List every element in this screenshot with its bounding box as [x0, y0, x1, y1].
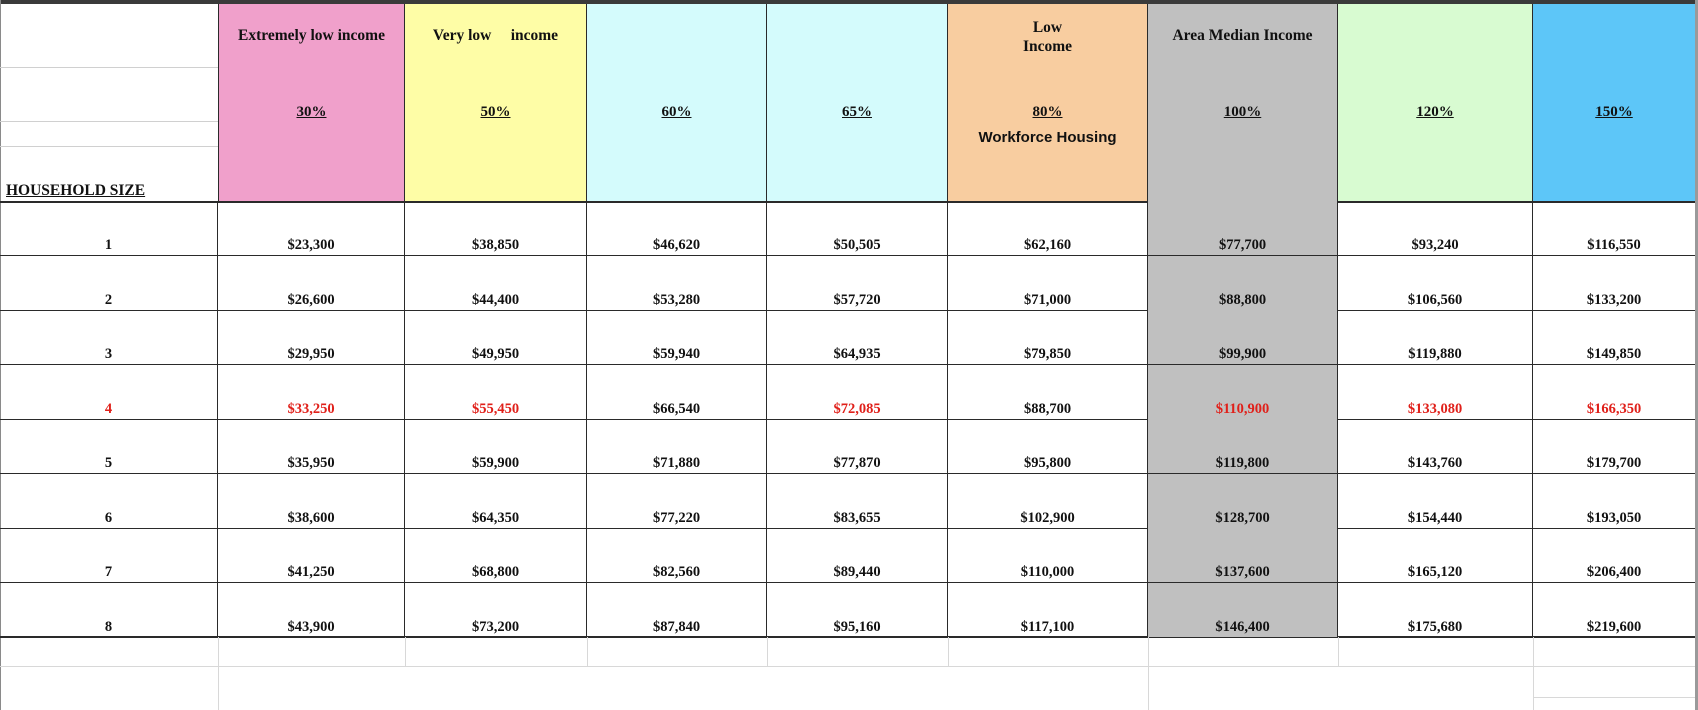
income-cell [767, 365, 948, 419]
income-cell [587, 474, 767, 528]
household-size-cell [0, 528, 218, 582]
income-cell [948, 256, 1148, 310]
grid-line [405, 637, 406, 667]
income-value: $88,700 [1023, 400, 1072, 417]
column-header-100 [1148, 4, 1338, 202]
income-value: $95,160 [833, 618, 881, 635]
income-cell [405, 419, 587, 473]
household-size-cell [0, 310, 218, 364]
income-value: $59,900 [471, 455, 520, 471]
column-name: Extremely low income [238, 27, 385, 44]
income-value: $119,880 [1408, 346, 1462, 362]
income-cell [405, 201, 587, 255]
income-value: $110,000 [1020, 564, 1075, 580]
household-size-cell [0, 365, 218, 419]
income-cell [1338, 310, 1533, 364]
income-value: $77,870 [833, 455, 881, 471]
income-cell [587, 528, 767, 582]
column-header-120 [1338, 4, 1533, 202]
income-value: $72,085 [833, 400, 881, 417]
column-percent: 60% [661, 104, 692, 120]
income-value: $154,440 [1407, 509, 1463, 526]
income-cell [1148, 256, 1338, 310]
table-row [0, 256, 1695, 311]
grid-line [0, 666, 1695, 667]
income-cell [1338, 583, 1533, 637]
income-cell [1338, 256, 1533, 310]
column-percent: 50% [480, 104, 511, 120]
income-value: $146,400 [1215, 618, 1270, 635]
income-value: $95,800 [1023, 455, 1072, 471]
income-value: $87,840 [652, 618, 701, 635]
income-cell [948, 583, 1148, 637]
income-value: $206,400 [1586, 564, 1642, 580]
column-percent: 80% [1032, 104, 1063, 120]
income-cell [405, 310, 587, 364]
income-value: $71,880 [652, 455, 701, 471]
income-cell [767, 474, 948, 528]
table-row [0, 365, 1695, 420]
column-header-65 [767, 4, 948, 202]
income-cell [587, 583, 767, 637]
income-cell [1338, 201, 1533, 255]
income-value: $38,850 [471, 237, 520, 253]
income-cell [1148, 419, 1338, 473]
income-value: $99,900 [1218, 346, 1267, 362]
income-cell [405, 474, 587, 528]
income-value: $106,560 [1407, 291, 1463, 308]
income-cell [587, 419, 767, 473]
income-value: $35,950 [287, 455, 335, 471]
income-value: $83,655 [833, 509, 881, 526]
column-percent: 30% [296, 104, 327, 120]
income-cell [405, 583, 587, 637]
income-value: $59,940 [652, 346, 701, 362]
income-value: $102,900 [1020, 509, 1075, 526]
income-value: $73,200 [471, 618, 520, 635]
income-value: $64,935 [833, 346, 881, 362]
grid-line [1533, 637, 1534, 710]
income-value: $133,080 [1407, 400, 1463, 417]
income-value: $166,350 [1586, 400, 1642, 417]
grid-line [1533, 697, 1695, 698]
income-cell [767, 419, 948, 473]
income-value: $33,250 [287, 400, 335, 417]
income-cell [1148, 474, 1338, 528]
income-value: $193,050 [1586, 509, 1642, 526]
income-cell [405, 256, 587, 310]
column-header-30 [218, 4, 405, 202]
income-value: $143,760 [1407, 455, 1463, 471]
income-value: $137,600 [1215, 564, 1270, 580]
income-cell [948, 310, 1148, 364]
income-value: $175,680 [1407, 618, 1463, 635]
grid-line [218, 637, 219, 710]
income-value: $23,300 [287, 237, 335, 253]
column-header-80 [948, 4, 1148, 202]
income-cell [587, 201, 767, 255]
income-cell [767, 528, 948, 582]
table-row [0, 474, 1695, 529]
grid-line [767, 637, 768, 667]
income-cell [1148, 310, 1338, 364]
income-value: $44,400 [471, 291, 520, 308]
column-subtitle: Workforce Housing [978, 129, 1117, 146]
income-value: $179,700 [1586, 455, 1642, 471]
income-cell [767, 583, 948, 637]
household-size-cell [0, 256, 218, 310]
grid-line [587, 637, 588, 667]
column-percent: 100% [1223, 104, 1262, 120]
income-cell [218, 474, 405, 528]
income-value: $117,100 [1020, 618, 1075, 635]
column-name: Very low income [432, 27, 559, 44]
income-cell [948, 474, 1148, 528]
income-value: $133,200 [1586, 291, 1642, 308]
income-value: $77,700 [1218, 237, 1267, 253]
household-size-cell [0, 419, 218, 473]
income-value: $57,720 [833, 291, 881, 308]
income-cell [1148, 201, 1338, 255]
column-name-line: Income [1022, 38, 1073, 55]
income-cell [1148, 365, 1338, 419]
income-value: $41,250 [287, 564, 335, 580]
income-cell [1338, 528, 1533, 582]
income-value: $46,620 [652, 237, 701, 253]
income-value: $79,850 [1023, 346, 1072, 362]
income-value: $116,550 [1587, 237, 1641, 253]
income-value: $66,540 [652, 400, 701, 417]
income-cell [1338, 365, 1533, 419]
income-cell [1533, 201, 1695, 255]
income-value: $64,350 [471, 509, 520, 526]
income-cell [587, 365, 767, 419]
grid-line [948, 637, 949, 667]
income-value: $165,120 [1407, 564, 1463, 580]
income-value: $49,950 [471, 346, 520, 362]
income-value: $93,240 [1411, 237, 1459, 253]
household-size-value: 4 [104, 400, 113, 417]
income-cell [948, 201, 1148, 255]
column-percent: 120% [1416, 104, 1454, 120]
income-value: $77,220 [652, 509, 701, 526]
household-size-value: 2 [104, 291, 113, 308]
income-value: $62,160 [1023, 237, 1072, 253]
table-row [0, 419, 1695, 474]
income-value: $119,800 [1215, 455, 1270, 471]
household-size-value: 8 [104, 618, 113, 635]
column-name [948, 18, 1147, 56]
income-cell [1148, 528, 1338, 582]
income-cell [1533, 256, 1695, 310]
grid-line [0, 146, 218, 147]
income-cell [948, 528, 1148, 582]
column-percent: 150% [1595, 104, 1633, 120]
column-header-150 [1533, 4, 1695, 202]
income-cell [218, 201, 405, 255]
column-name: Area Median Income [1172, 27, 1313, 44]
income-value: $110,900 [1215, 400, 1270, 417]
grid-line [1338, 637, 1339, 667]
income-cell [1533, 310, 1695, 364]
income-cell [405, 528, 587, 582]
income-cell [1533, 365, 1695, 419]
income-cell [1338, 474, 1533, 528]
column-percent: 65% [842, 104, 872, 120]
income-cell [405, 365, 587, 419]
household-size-value: 5 [104, 455, 113, 471]
income-value: $68,800 [471, 564, 520, 580]
income-value: $50,505 [833, 237, 881, 253]
income-value: $43,900 [287, 618, 335, 635]
income-value: $219,600 [1586, 618, 1642, 635]
income-cell [218, 528, 405, 582]
income-cell [218, 365, 405, 419]
income-value: $53,280 [652, 291, 701, 308]
grid-line [1148, 637, 1149, 710]
household-size-header: HOUSEHOLD SIZE [6, 182, 146, 199]
household-size-value: 6 [104, 509, 113, 526]
income-cell [767, 201, 948, 255]
income-value: $29,950 [287, 346, 335, 362]
income-cell [767, 310, 948, 364]
income-cell [767, 256, 948, 310]
grid-line [0, 121, 218, 122]
table-row [0, 201, 1695, 256]
income-value: $89,440 [833, 564, 881, 580]
household-size-value: 1 [104, 237, 113, 253]
income-value: $71,000 [1023, 291, 1072, 308]
column-name-line: Low [1032, 19, 1063, 36]
income-value: $128,700 [1215, 509, 1270, 526]
income-cell [1533, 474, 1695, 528]
income-value: $38,600 [287, 509, 335, 526]
income-value: $88,800 [1218, 291, 1267, 308]
household-size-value: 7 [104, 564, 113, 580]
income-value: $149,850 [1586, 346, 1642, 362]
income-cell [1338, 419, 1533, 473]
household-size-cell [0, 474, 218, 528]
household-size-value: 3 [104, 346, 113, 362]
income-cell [587, 310, 767, 364]
grid-line [0, 67, 218, 68]
income-cell [1533, 419, 1695, 473]
table-row [0, 583, 1695, 638]
income-value: $55,450 [471, 400, 520, 417]
income-cell [218, 583, 405, 637]
income-cell [1533, 583, 1695, 637]
household-size-cell [0, 583, 218, 637]
table-row [0, 528, 1695, 583]
income-value: $26,600 [287, 291, 335, 308]
income-cell [948, 419, 1148, 473]
income-cell [1533, 528, 1695, 582]
income-cell [218, 419, 405, 473]
income-cell [948, 365, 1148, 419]
income-cell [218, 310, 405, 364]
income-cell [1148, 583, 1338, 637]
income-value: $82,560 [652, 564, 701, 580]
table-row [0, 310, 1695, 365]
column-header-60 [587, 4, 767, 202]
household-size-cell [0, 201, 218, 255]
column-header-50 [405, 4, 587, 202]
income-cell [587, 256, 767, 310]
income-cell [218, 256, 405, 310]
